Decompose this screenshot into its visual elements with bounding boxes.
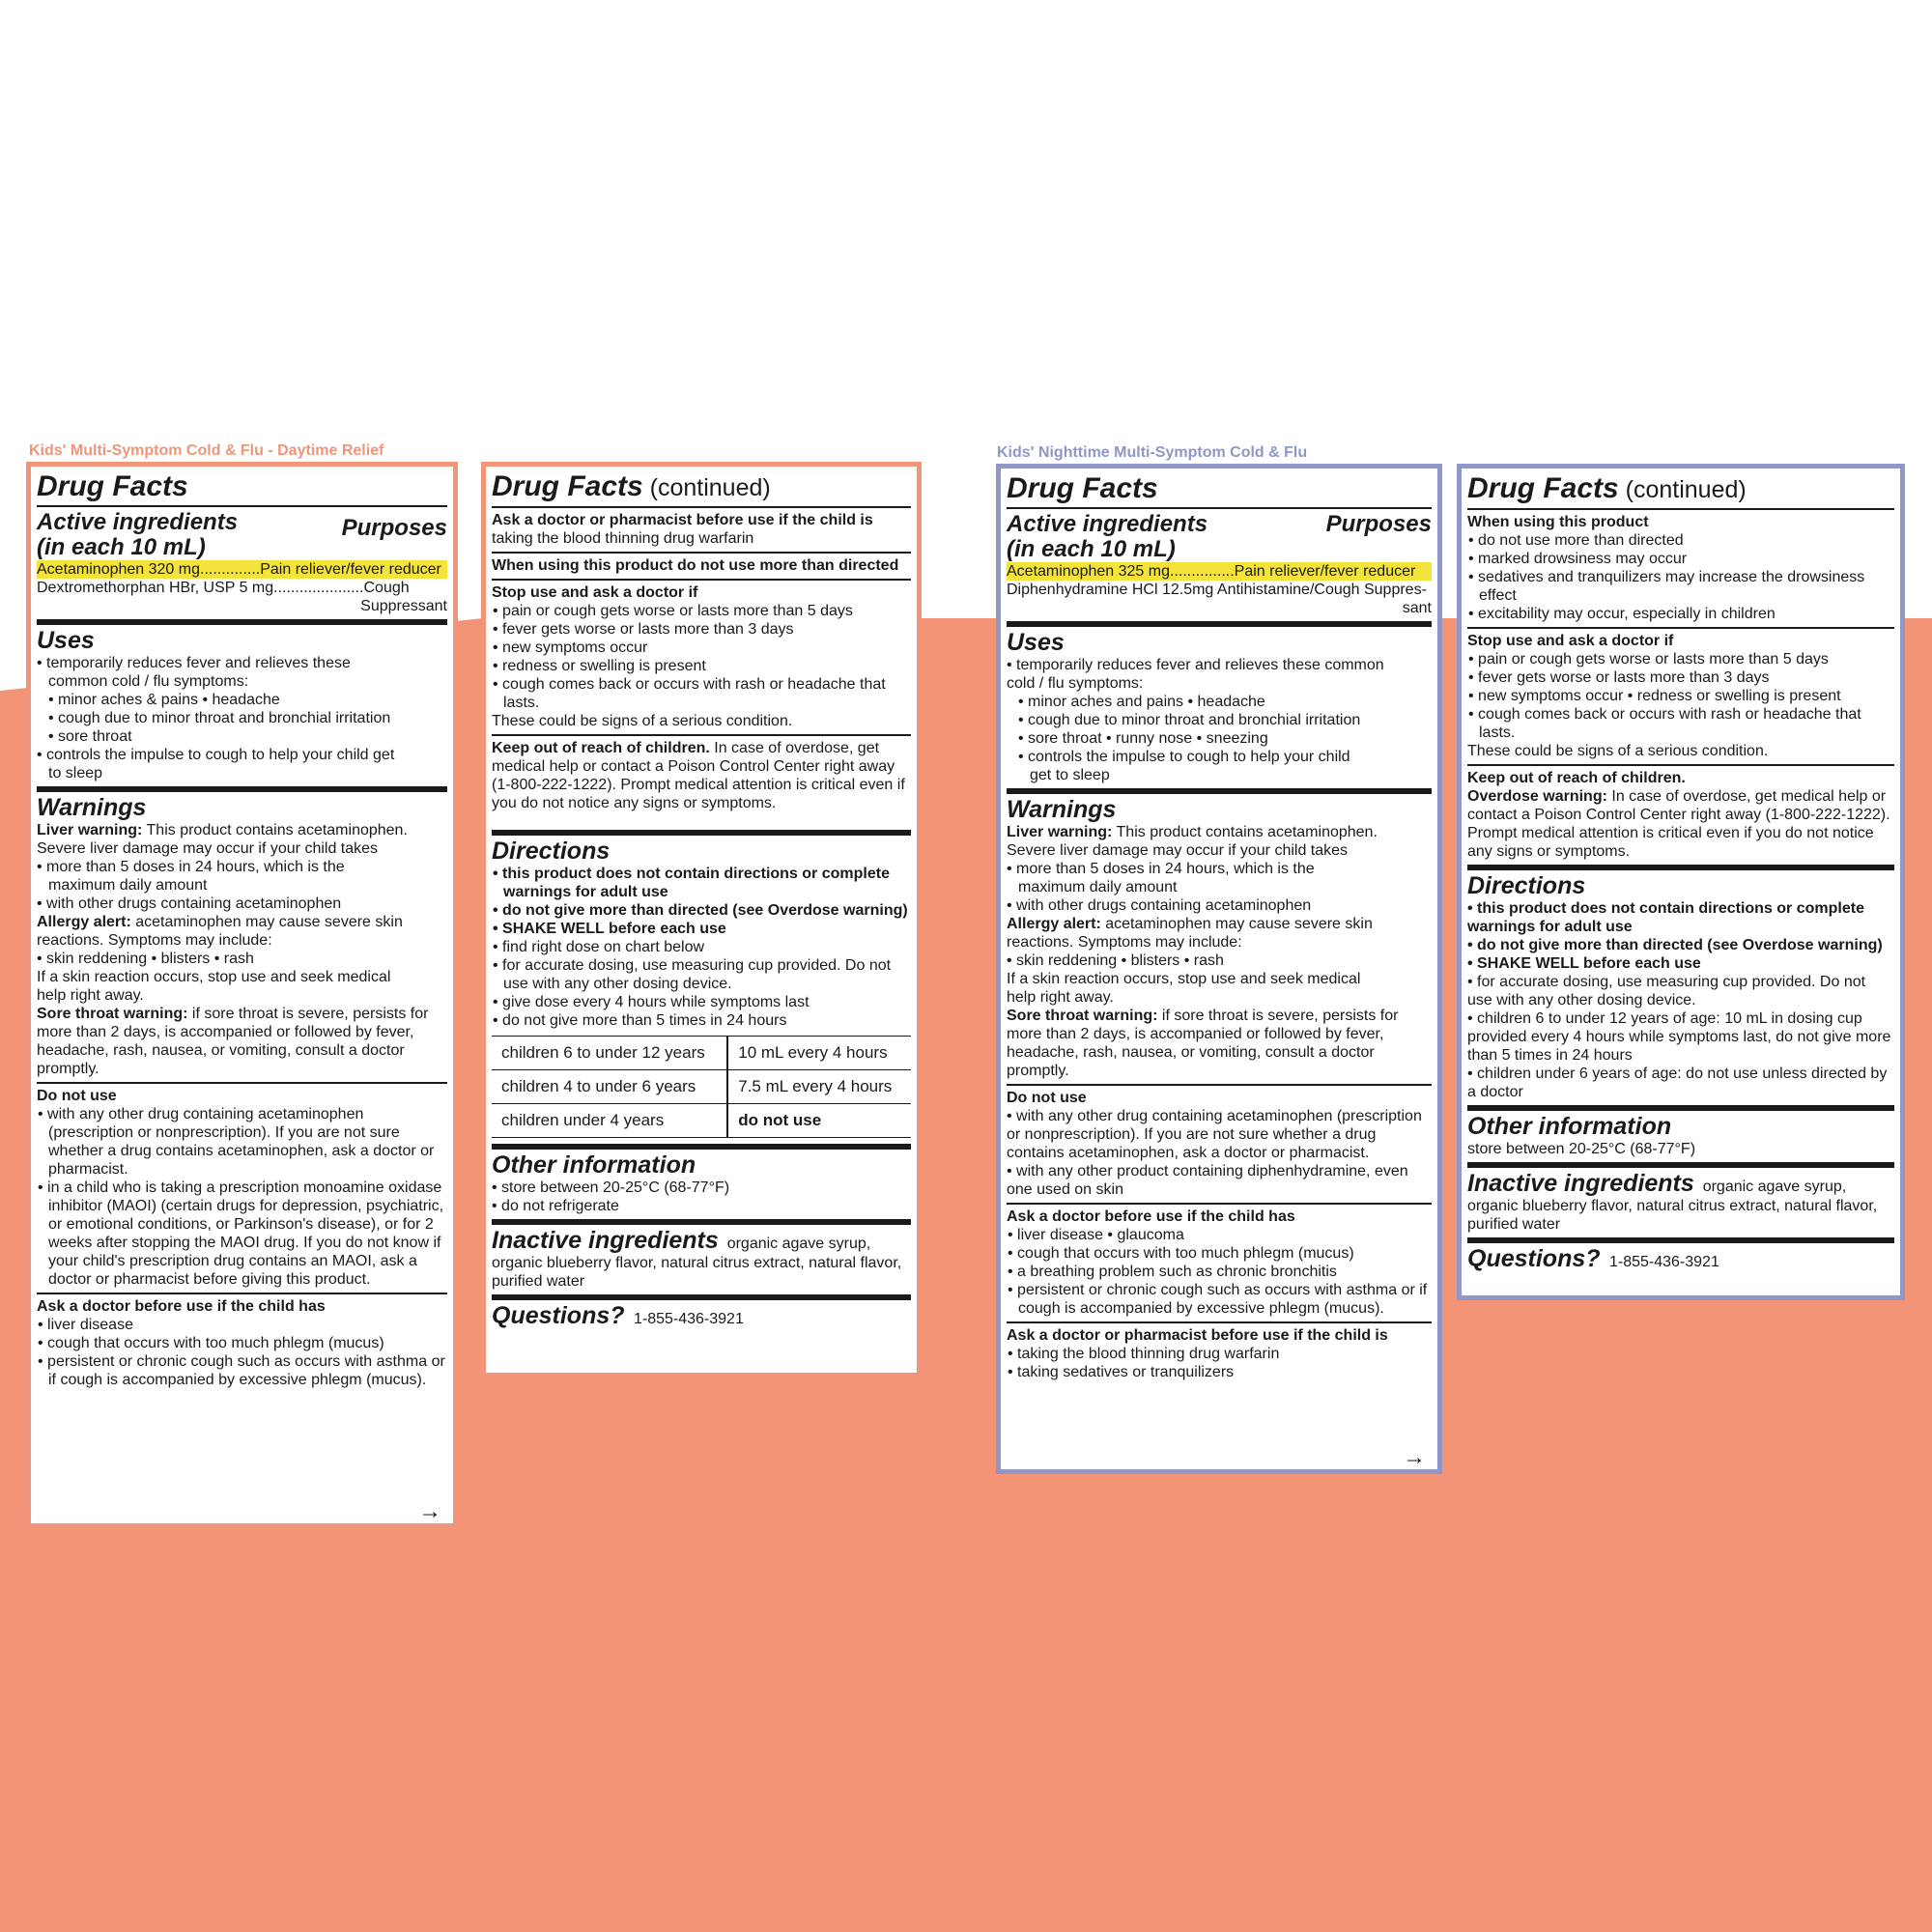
dosage-table [492, 1036, 911, 1138]
active-ingredients-header: Active ingredients (in each 10 mL) Purposes [37, 509, 447, 560]
questions-section: Questions? 1-855-436-3921 [492, 1294, 911, 1333]
do-not-use-section: Do not use • with any other drug containing acetaminophen (prescription or nonprescription). If you are not sure whether a drug contains acetaminophen, ask a doctor or pharmacist. • in a child who is taking a prescription monoamine oxidase inhibitor (MAOI) (certain drugs for depression, psychiatric, or emotional conditions, or Parkinson's disease), or for 2 weeks after stopping the MAOI drug. If you do not know if your child's prescription drug contains an MAOI, ask a doctor or pharmacist before giving this product. [37, 1082, 447, 1293]
phone-number: 1-855-436-3921 [633, 1311, 744, 1327]
when-using-section: When using this product • do not use more than directed • marked drowsiness may occur • sedatives and tranquilizers may increase the drowsiness effect • excitability may occur, especially in children [1467, 514, 1865, 622]
purposes-heading: Purposes [1325, 511, 1432, 537]
table-row: children under 4 years do not use [492, 1104, 911, 1138]
directions-section: Directions • this product does not contain directions or complete warnings for adult use • do not give more than directed (see Overdose warning) • SHAKE WELL before each use • find right dose on chart below • for accurate dosing, use measuring cup provided. Do not use with any other dosing device. • give dose every 4 hours while symptoms last • do not give more than 5 times in 24 hours children 6 to under 12 years 10 mL every 4 hours children 4 to under 6 years 7.5 mL every 4 hours children under 4 years do not use [492, 830, 911, 1144]
ingredient-acetaminophen: Acetaminophen 325 mg...............Pain reliever/fever reducer [1007, 562, 1432, 581]
active-ingredients-header: Active ingredients (in each 10 mL) Purposes [1007, 511, 1432, 562]
stop-use-section: Stop use and ask a doctor if • pain or cough gets worse or lasts more than 5 days • fever gets worse or lasts more than 3 days • new symptoms occur • redness or swelling is present • cough comes back or occurs with rash or headache that lasts. These could be signs of a serious condition. [492, 579, 911, 734]
other-information-section: Other information store between 20-25°C (68-77°F) [1467, 1105, 1894, 1162]
inactive-ingredients-section: Inactive ingredients organic agave syrup, organic blueberry flavor, natural citrus extract, natural flavor, purified water [1467, 1162, 1894, 1237]
right-drug-facts-continued-panel [1457, 464, 1905, 1300]
left-product-title: Kids' Multi-Symptom Cold & Flu - Daytime Relief [29, 442, 384, 459]
ingredient-acetaminophen: Acetaminophen 320 mg..............Pain reliever/fever reducer [37, 560, 447, 579]
purposes-heading: Purposes [341, 515, 447, 541]
other-information-section: Other information • store between 20-25°C (68-77°F) • do not refrigerate [492, 1144, 911, 1219]
ingredient-dextromethorphan: Dextromethorphan HBr, USP 5 mg.....................Cough [37, 580, 410, 596]
drug-facts-continued-heading: Drug Facts (continued) [492, 470, 911, 508]
table-row: children 6 to under 12 years 10 mL every 4 hours [492, 1037, 911, 1070]
directions-section: Directions • this product does not contain directions or complete warnings for adult use • do not give more than directed (see Overdose warning) • SHAKE WELL before each use • for accurate dosing, use measuring cup provided. Do not use with any other dosing device. • children 6 to under 12 years of age: 10 mL in dosing cup provided every 4 hours while symptoms last, do not give more than 5 times in 24 hours • children under 6 years of age: do not use unless directed by a doctor [1467, 865, 1894, 1105]
do-not-use-section: Do not use • with any other drug containing acetaminophen (prescription or nonprescription). If you are not sure whether a drug contains acetaminophen, ask a doctor or pharmacist. • with any other product containing diphenhydramine, even one used on skin [1007, 1084, 1432, 1203]
inactive-ingredients-section: Inactive ingredients organic agave syrup, organic blueberry flavor, natural citrus extract, natural flavor, purified water [492, 1219, 911, 1294]
drug-facts-continued-heading: Drug Facts (continued) [1467, 472, 1894, 510]
table-row: children 4 to under 6 years 7.5 mL every 4 hours [492, 1070, 911, 1104]
right-product-title: Kids' Nighttime Multi-Symptom Cold & Flu [997, 444, 1308, 461]
warnings-section: Warnings Liver warning: This product contains acetaminophen. Severe liver damage may occur if your child takes • more than 5 doses in 24 hours, which is the maximum daily amount • with other drugs containing acetaminophen Allergy alert: acetaminophen may cause severe skin reactions. Symptoms may include: • skin reddening • blisters • rash If a skin reaction occurs, stop use and seek medical help right away. Sore throat warning: if sore throat is severe, persists for more than 2 days, is accompanied or followed by fever, headache, rash, nausea, or vomiting, consult a doctor promptly. [1007, 788, 1432, 1084]
warnings-section: Warnings Liver warning: This product contains acetaminophen. Severe liver damage may occur if your child takes • more than 5 doses in 24 hours, which is the maximum daily amount • with other drugs containing acetaminophen Allergy alert: acetaminophen may cause severe skin reactions. Symptoms may include: • skin reddening • blisters • rash If a skin reaction occurs, stop use and seek medical help right away. Sore throat warning: if sore throat is severe, persists for more than 2 days, is accompanied or followed by fever, headache, rash, nausea, or vomiting, consult a doctor promptly. [37, 786, 447, 1082]
ask-doctor-section: Ask a doctor before use if the child has • liver disease • cough that occurs with too much phlegm (mucus) • persistent or chronic cough such as occurs with asthma or if cough is accompanied by excessive phlegm (mucus). [37, 1293, 447, 1393]
uses-section: Uses • temporarily reduces fever and relieves these common cold / flu symptoms: • minor aches and pains • headache • cough due to minor throat and bronchial irritation • sore throat • runny nose • sneezing • controls the impulse to cough to help your child get to sleep [1007, 621, 1432, 788]
uses-section: Uses • temporarily reduces fever and relieves these common cold / flu symptoms: • minor aches & pains • headache • cough due to minor throat and bronchial irritation • sore throat • controls the impulse to cough to help your child get to sleep [37, 619, 447, 786]
ingredient-diphenhydramine: Diphenhydramine HCl 12.5mg Antihistamine/Cough Suppres- [1007, 582, 1427, 598]
drug-facts-heading: Drug Facts [37, 470, 447, 507]
right-drug-facts-panel: Drug Facts Active ingredients (in each 10 mL) Purposes Acetaminophen 325 mg...............Pain reliever/fever reducer Diphenhydramine HCl 12.5mg Antihistamine/Cough Suppres- sant Uses • temporarily reduces fever and relieves these common cold / flu symptoms: • minor aches and pains • headache • cough due to minor throat and bronchial irritation • sore throat • runny nose • sneezing • controls the impulse to cough to help your child get to sleep Warnings Liver warning: This product contains acetaminophen. Severe liver damage may occur if your child takes • more than 5 doses in 24 hours, which is the maximum daily amount • with other drugs containing acetaminophen Allergy alert: acetaminophen may cause severe skin reactions. Symptoms may include: • skin reddening • blisters • rash If a skin reaction occurs, stop use and seek medical help right away. Sore throat warning: if sore throat is severe, persists for more than 2 days, is accompanied or followed by fever, headache, rash, nausea, or vomiting, consult a doctor promptly. Do not use • with any other drug containing acetaminophen (prescription or nonprescription). If you are not sure whether a drug contains acetaminophen, ask a doctor or pharmacist. • with any other product containing diphenhydramine, even one used on skin Ask a doctor before use if the child has • liver disease • glaucoma • cough that occurs with too much phlegm (mucus) • a breathing problem such as chronic bronchitis • persistent or chronic cough such as occurs with asthma or if cough is accompanied by excessive phlegm (mucus). Ask a doctor or pharmacist before use if the child is • taking the blood thinning drug warfarin • taking sedatives or tranquilizers → [996, 464, 1442, 1474]
arrow-right-icon: → [418, 1498, 441, 1524]
stop-use-section: Stop use and ask a doctor if • pain or cough gets worse or lasts more than 5 days • fever gets worse or lasts more than 3 days • new symptoms occur • redness or swelling is present • cough comes back or occurs with rash or headache that lasts. These could be signs of a serious condition. [1467, 627, 1894, 764]
keep-out-section: Keep out of reach of children. Overdose warning: In case of overdose, get medical help or contact a Poison Control Center right away (1-800-222-1222). Prompt medical attention is critical even if you do not notice any signs or symptoms. [1467, 764, 1894, 865]
phone-number: 1-855-436-3921 [1608, 1254, 1719, 1270]
ask-doctor-pharmacist-section: Ask a doctor or pharmacist before use if the child is • taking the blood thinning drug warfarin • taking sedatives or tranquilizers [1007, 1321, 1432, 1385]
keep-out-section: Keep out of reach of children. In case of overdose, get medical help or contact a Poison Control Center right away (1-800-222-1222). Prompt medical attention is critical even if you do not notice any signs or symptoms. [492, 734, 911, 816]
left-drug-facts-continued-panel: Drug Facts (continued) Ask a doctor or pharmacist before use if the child is taking the blood thinning drug warfarin When using this product do not use more than directed Stop use and ask a doctor if • pain or cough gets worse or lasts more than 5 days • fever gets worse or lasts more than 3 days • new symptoms occur • redness or swelling is present • cough comes back or occurs with rash or headache that lasts. These could be signs of a serious condition. Keep out of reach of children. In case of overdose, get medical help or contact a Poison Control Center right away (1-800-222-1222). Prompt medical attention is critical even if you do not notice any signs or symptoms. Directions • this product does not contain directions or complete warnings for adult use • do not give more than directed (see Overdose warning) • SHAKE WELL before each use • find right dose on chart below • for accurate dosing, use measuring cup provided. Do not use with any other dosing device. • give dose every 4 hours while symptoms last • do not give more than 5 times in 24 hours children 6 to under 12 years 10 mL every 4 hours children 4 to under 6 years 7.5 mL every 4 hours children under 4 years do not use Other information • store between 20-25°C (68-77°F) • do not refrigerate Inactive ingredients organic agave syrup, organic blueberry flavor, natural citrus extract, natural flavor, purified water Questions? 1-855-436-3921 [481, 462, 922, 1378]
drug-facts-heading: Drug Facts [1007, 472, 1432, 509]
questions-section: Questions? 1-855-436-3921 [1467, 1237, 1894, 1276]
left-drug-facts-panel: Drug Facts Active ingredients (in each 10 mL) Purposes Acetaminophen 320 mg..............Pain reliever/fever reducer Dextromethorphan HBr, USP 5 mg.....................Cough Suppressant Uses • temporarily reduces fever and relieves these common cold / flu symptoms: • minor aches & pains • headache • cough due to minor throat and bronchial irritation • sore throat • controls the impulse to cough to help your child get to sleep Warnings Liver warning: This product contains acetaminophen. Severe liver damage may occur if your child takes • more than 5 doses in 24 hours, which is the maximum daily amount • with other drugs containing acetaminophen Allergy alert: acetaminophen may cause severe skin reactions. Symptoms may include: • skin reddening • blisters • rash If a skin reaction occurs, stop use and seek medical help right away. Sore throat warning: if sore throat is severe, persists for more than 2 days, is accompanied or followed by fever, headache, rash, nausea, or vomiting, consult a doctor promptly. Do not use • with any other drug containing acetaminophen (prescription or nonprescription). If you are not sure whether a drug contains acetaminophen, ask a doctor or pharmacist. • in a child who is taking a prescription monoamine oxidase inhibitor (MAOI) (certain drugs for depression, psychiatric, or emotional conditions, or Parkinson's disease), or for 2 weeks after stopping the MAOI drug. If you do not know if your child's prescription drug contains an MAOI, ask a doctor or pharmacist before giving this product. Ask a doctor before use if the child has • liver disease • cough that occurs with too much phlegm (mucus) • persistent or chronic cough such as occurs with asthma or if cough is accompanied by excessive phlegm (mucus). → [26, 462, 458, 1528]
ask-doctor-section: Ask a doctor before use if the child has • liver disease • glaucoma • cough that occurs with too much phlegm (mucus) • a breathing problem such as chronic bronchitis • persistent or chronic cough such as occurs with asthma or if cough is accompanied by excessive phlegm (mucus). [1007, 1203, 1432, 1321]
arrow-right-icon: → [1403, 1444, 1426, 1470]
